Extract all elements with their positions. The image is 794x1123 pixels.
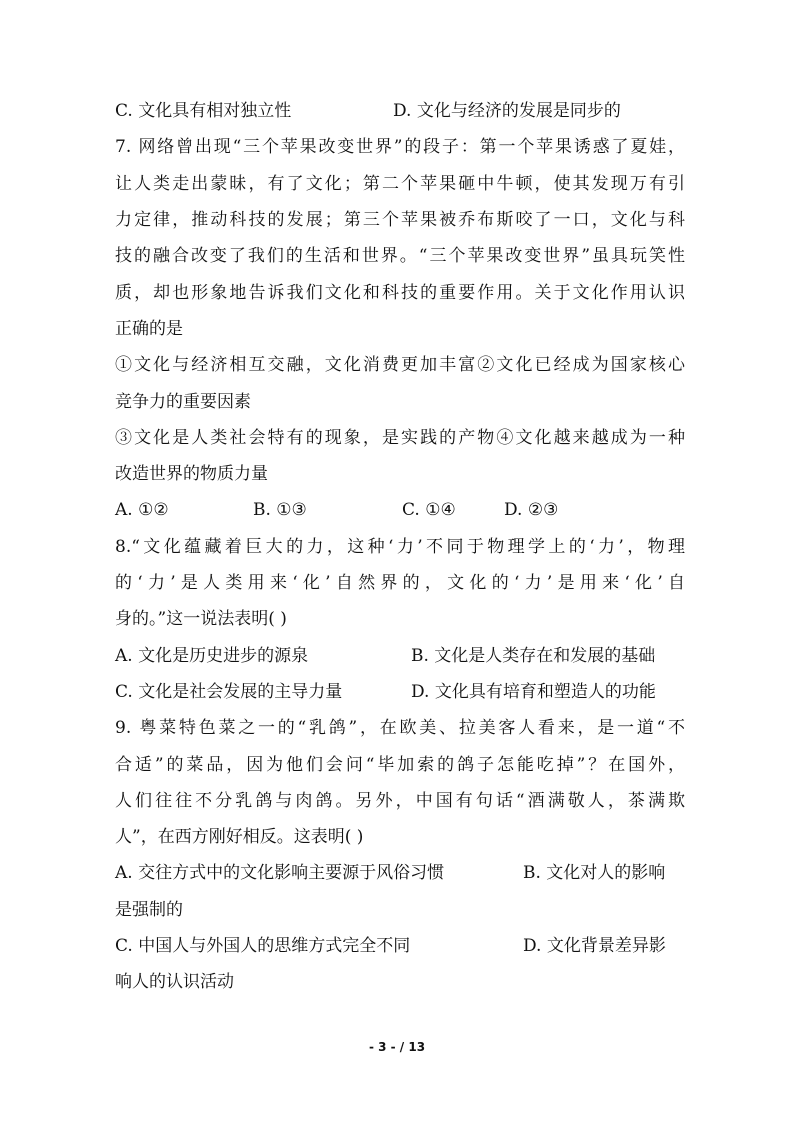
q9-option-a: A. 交往方式中的文化影响主要源于风俗习惯 — [115, 863, 445, 883]
page-number: - 3 - / 13 — [368, 1040, 426, 1054]
q9-stem-line: 人们往往不分乳鸽与肉鸽。另外，中国有句话“酒满敬人，茶满欺 — [115, 791, 685, 811]
q7-stem-line: 技的融合改变了我们的生活和世界。“三个苹果改变世界”虽具玩笑性 — [115, 246, 685, 266]
q7-item-line: ①文化与经济相互交融，文化消费更加丰富②文化已经成为国家核心 — [115, 355, 685, 375]
q7-stem-line: 力定律，推动科技的发展；第三个苹果被乔布斯咬了一口，文化与科 — [115, 210, 685, 230]
q7-stem-line: 7. 网络曾出现“三个苹果改变世界”的段子：第一个苹果诱惑了夏娃， — [115, 137, 685, 157]
q7-stem-line: 正确的是 — [115, 319, 183, 339]
q8-option-a: A. 文化是历史进步的源泉 — [115, 646, 309, 666]
q9-stem-line: 9. 粤菜特色菜之一的“乳鸽”，在欧美、拉美客人看来，是一道“不 — [115, 718, 685, 738]
q7-option-d: D. ②③ — [504, 500, 559, 520]
q8-stem-line: 8.“文化蕴藏着巨大的力，这种‘力’不同于物理学上的‘力’，物理 — [115, 537, 685, 557]
q6-option-d: D. 文化与经济的发展是同步的 — [393, 101, 621, 121]
q6-option-c: C. 文化具有相对独立性 — [115, 101, 292, 121]
q7-option-c: C. ①④ — [402, 500, 456, 520]
q9-option-d: D. 文化背景差异影 — [523, 936, 666, 956]
q7-stem-line: 质，却也形象地告诉我们文化和科技的重要作用。关于文化作用认识 — [115, 283, 685, 303]
q8-option-c: C. 文化是社会发展的主导力量 — [115, 682, 343, 702]
q9-option-b: B. 文化对人的影响 — [523, 863, 666, 883]
q8-stem-line: 的‘力’是人类用来‘化’自然界的，文化的‘力’是用来‘化’自 — [115, 573, 685, 593]
q8-stem-line: 身的。”这一说法表明( ) — [115, 609, 287, 629]
q9-option-b-continued: 是强制的 — [115, 900, 183, 920]
q9-option-c: C. 中国人与外国人的思维方式完全不同 — [115, 936, 411, 956]
q7-item-line: 竞争力的重要因素 — [115, 392, 251, 412]
q7-stem-line: 让人类走出蒙昧，有了文化；第二个苹果砸中牛顿，使其发现万有引 — [115, 174, 685, 194]
q7-option-a: A. ①② — [115, 500, 169, 520]
q8-option-d: D. 文化具有培育和塑造人的功能 — [411, 682, 656, 702]
q7-option-b: B. ①③ — [253, 500, 307, 520]
q9-option-d-continued: 响人的认识活动 — [115, 972, 234, 992]
q9-stem-line: 合适”的菜品，因为他们会问“毕加索的鸽子怎能吃掉”？在国外， — [115, 755, 685, 775]
q7-item-line: 改造世界的物质力量 — [115, 464, 268, 484]
q7-item-line: ③文化是人类社会特有的现象，是实践的产物④文化越来越成为一种 — [115, 428, 685, 448]
q8-option-b: B. 文化是人类存在和发展的基础 — [411, 646, 656, 666]
q9-stem-line: 人”，在西方刚好相反。这表明( ) — [115, 827, 364, 847]
